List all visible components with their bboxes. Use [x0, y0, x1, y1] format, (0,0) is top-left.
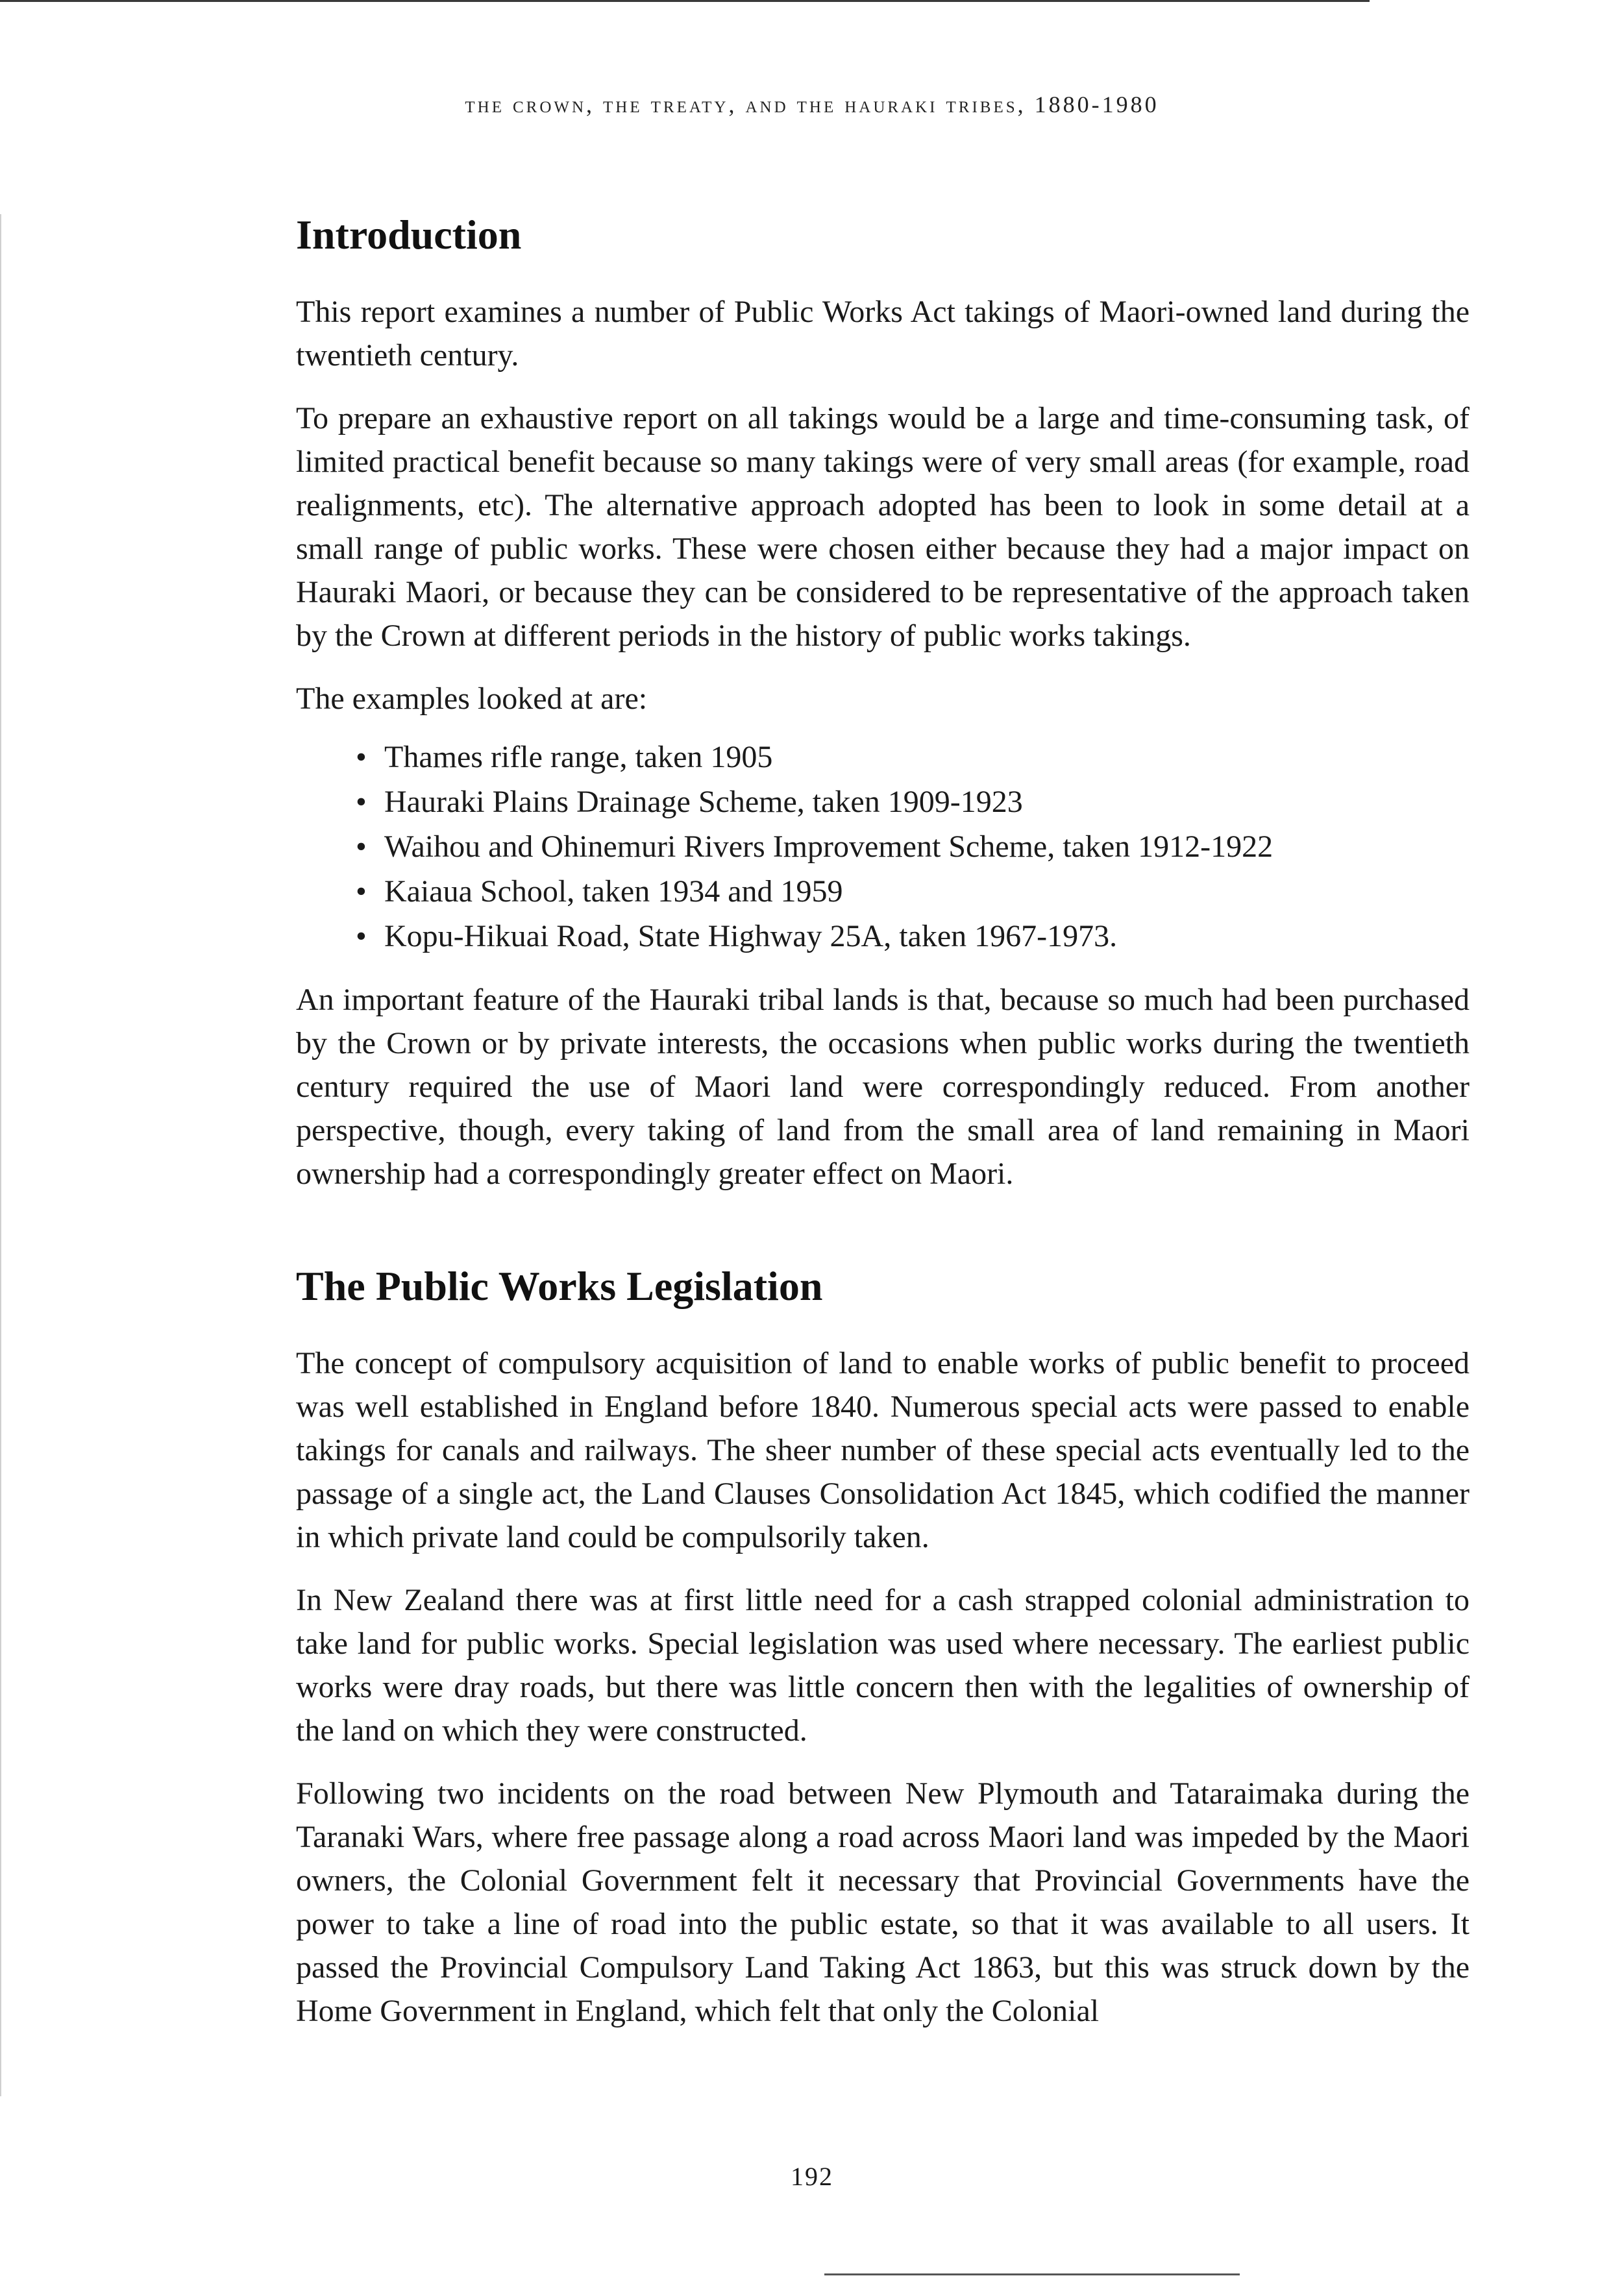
- bottom-border-rule: [824, 2273, 1240, 2275]
- intro-paragraph-2: To prepare an exhaustive report on all takings would be a large and time-consuming task, of limited practical benefit because so many takings were of very small areas (for example, road realignments, etc). The alternative approach adopted has been to look in some detail at a small range of public works. These were chosen either because they had a major impact on Hauraki Maori, or because they can be considered to be representative of the approach taken by the Crown at different periods in the history of public works takings.: [296, 400, 1470, 653]
- top-border-rule: [0, 0, 1370, 2]
- list-item: • Waihou and Ohinemuri Rivers Improvement Scheme, taken 1912-1922: [356, 824, 1470, 869]
- page-number: 192: [791, 2162, 833, 2191]
- running-head: the crown, the treaty, and the hauraki tribes, 1880-1980: [465, 92, 1159, 117]
- section-heading-introduction: Introduction: [296, 212, 522, 258]
- page-body: [296, 195, 1470, 2052]
- legislation-paragraph-3: Following two incidents on the road between New Plymouth and Tataraimaka during the Taranaki Wars, where free passage along a road across Maori land was impeded by the Maori owners, the Colonial Government felt it necessary that Provincial Governments have the power to take a line of road into the public estate, so that it was available to all users. It passed the Provincial Compulsory Land Taking Act 1863, but this was struck down by the Home Government in England, which felt that only the Colonial: [296, 1776, 1470, 2028]
- list-item: • Hauraki Plains Drainage Scheme, taken 1909-1923: [356, 779, 1470, 824]
- section-heading-public-works-legislation: The Public Works Legislation: [296, 1262, 823, 1309]
- legislation-paragraph-1: The concept of compulsory acquisition of land to enable works of public benefit to proceed was well established in England before 1840. Numerous special acts were passed to enable takings for canals and railways. The sheer number of these special acts eventually led to the passage of a single act, the Land Clauses Consolidation Act 1845, which codified the manner in which private land could be compulsorily taken.: [296, 1345, 1470, 1554]
- legislation-paragraph-2: In New Zealand there was at first little need for a cash strapped colonial administration to take land for public works. Special legislation was used where necessary. The earliest public works were dray roads, but there was little concern then with the legalities of ownership of the land on which they were constructed.: [296, 1582, 1470, 1748]
- intro-closing-paragraph: An important feature of the Hauraki tribal lands is that, because so much had been purchased by the Crown or by private interests, the occasions when public works during the twentieth century required the use of Maori land were correspondingly reduced. From another perspective, though, every taking of land from the small area of land remaining in Maori ownership had a correspondingly greater effect on Maori.: [296, 982, 1470, 1191]
- list-item: • Kaiaua School, taken 1934 and 1959: [356, 869, 1470, 914]
- list-item: • Thames rifle range, taken 1905: [356, 735, 1470, 779]
- examples-list: [296, 735, 1470, 959]
- left-margin-rule: [0, 214, 1, 2096]
- intro-paragraph-1: This report examines a number of Public Works Act takings of Maori-owned land during the twentieth century.: [296, 294, 1470, 373]
- intro-paragraph-3: The examples looked at are:: [296, 681, 648, 716]
- list-item: • Kopu-Hikuai Road, State Highway 25A, taken 1967-1973.: [356, 914, 1470, 959]
